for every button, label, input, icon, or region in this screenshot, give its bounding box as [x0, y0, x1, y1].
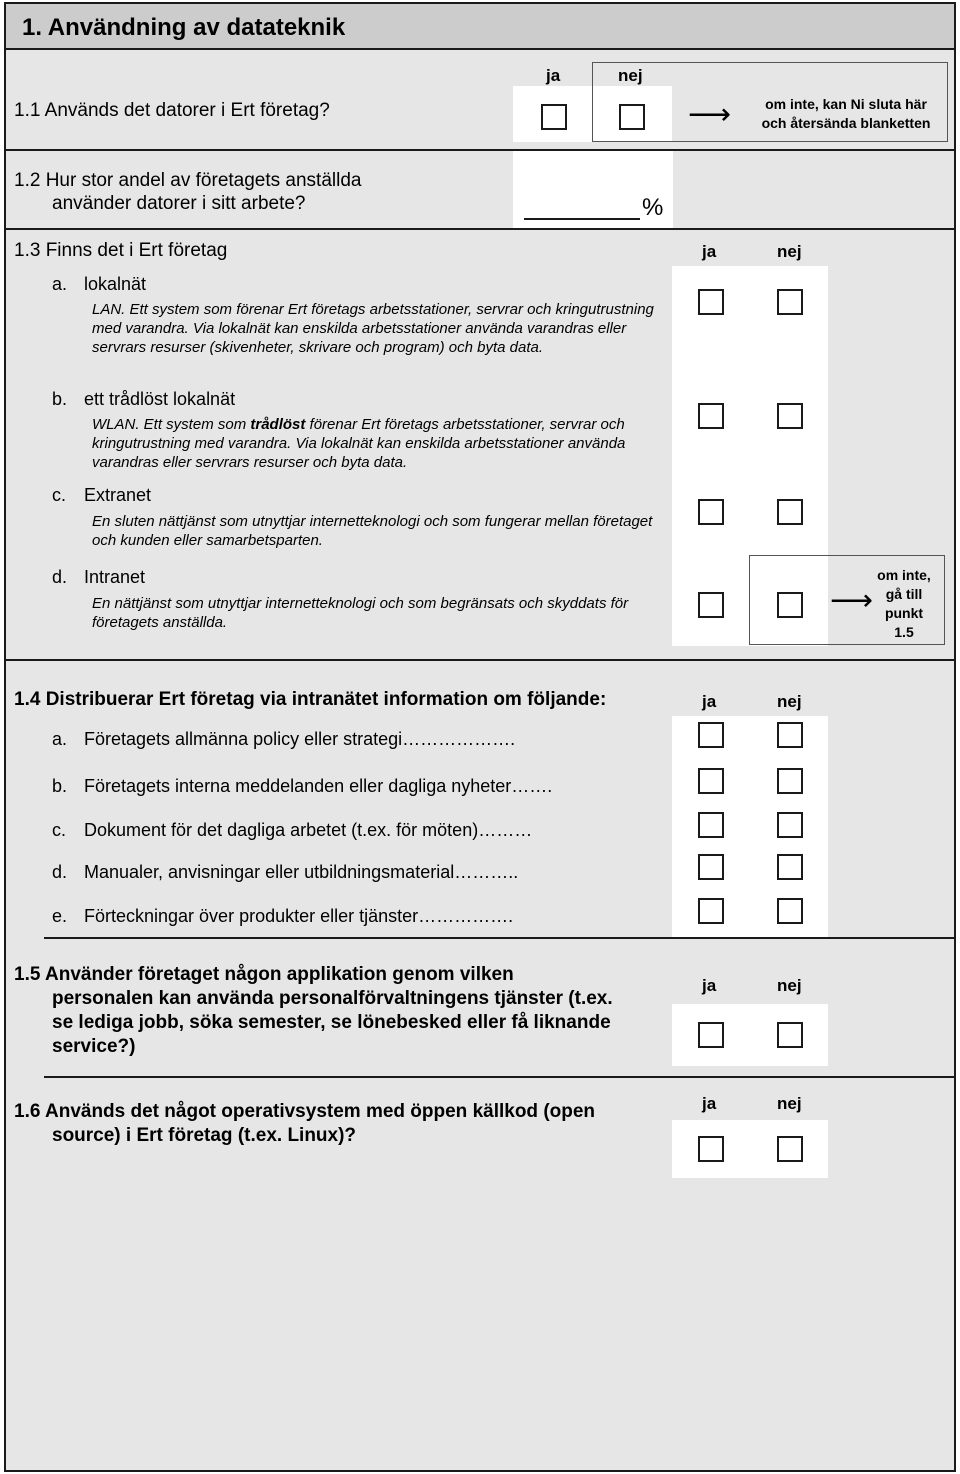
question-1-3: 1.3 Finns det i Ert företag — [14, 240, 228, 261]
item-letter: c. — [52, 485, 67, 505]
divider — [44, 1076, 954, 1078]
checkbox-1-3a-ja[interactable] — [698, 289, 724, 315]
question-1-5-line1: 1.5 Använder företaget någon applikation genom vilken — [14, 964, 514, 985]
checkbox-1-4a-ja[interactable] — [698, 722, 724, 748]
question-1-2-line2: använder datorer i sitt arbete? — [52, 193, 306, 214]
question-1-5-line3: se lediga jobb, söka semester, se lönebesked eller få liknande — [52, 1012, 611, 1033]
ja-label: ja — [702, 692, 717, 711]
question-1-1: 1.1 Används det datorer i Ert företag? — [14, 100, 330, 121]
checkbox-1-4a-nej[interactable] — [777, 722, 803, 748]
item-text: Företagets allmänna policy eller strategi………………. — [84, 729, 516, 749]
questionnaire-page — [4, 2, 956, 1472]
item-description — [92, 415, 672, 472]
item-description-start: WLAN. Ett system som — [92, 416, 251, 433]
item-text: Företagets interna meddelanden eller dagliga nyheter……. — [84, 776, 553, 796]
checkbox-1-6-ja[interactable] — [698, 1136, 724, 1162]
answer-column-1-4 — [672, 716, 828, 938]
divider — [6, 659, 954, 661]
item-description-emphasis: trådlöst — [250, 416, 306, 433]
skip-note-1-1 — [756, 95, 936, 133]
item-title: ett trådlöst lokalnät — [84, 389, 236, 409]
item-letter: c. — [52, 820, 67, 840]
question-1-4: 1.4 Distribuerar Ert företag via intranätet information om följande: — [14, 689, 607, 710]
divider — [6, 228, 954, 230]
percent-sign: % — [642, 194, 664, 221]
checkbox-1-5-ja[interactable] — [698, 1022, 724, 1048]
checkbox-1-3b-nej[interactable] — [777, 403, 803, 429]
item-description: En nättjänst som utnyttjar internetteknologi och som begränsats och skyddats för företagets anställda. — [92, 595, 629, 631]
checkbox-1-4b-ja[interactable] — [698, 768, 724, 794]
divider — [44, 937, 954, 939]
checkbox-1-6-nej[interactable] — [777, 1136, 803, 1162]
checkbox-1-3c-nej[interactable] — [777, 499, 803, 525]
checkbox-1-4c-nej[interactable] — [777, 812, 803, 838]
skip-note-1-3-line2: gå till — [885, 586, 923, 602]
checkbox-1-4b-nej[interactable] — [777, 768, 803, 794]
item-letter: a. — [52, 729, 68, 749]
item-title: Extranet — [84, 485, 152, 505]
checkbox-1-4d-ja[interactable] — [698, 854, 724, 880]
question-1-5-line4: service?) — [52, 1036, 136, 1057]
skip-note-1-3-line4: 1.5 — [894, 624, 914, 640]
item-letter: d. — [52, 862, 68, 882]
item-description: LAN. Ett system som förenar Ert företags arbetsstationer, servrar och kringutrustning med varandra. Via lokalnät kan enskilda arbetsstationer använda varandras eller servrars resurser (skivenheter, skrivare och program) och byta data. — [92, 301, 654, 356]
checkbox-1-5-nej[interactable] — [777, 1022, 803, 1048]
question-1-6-line2: source) i Ert företag (t.ex. Linux)? — [52, 1125, 357, 1146]
ja-label: ja — [546, 66, 561, 85]
question-1-6-line1: 1.6 Används det något operativsystem med öppen källkod (open — [14, 1101, 596, 1122]
item-letter: d. — [52, 567, 68, 587]
checkbox-1-4c-ja[interactable] — [698, 812, 724, 838]
item-description: En sluten nättjänst som utnyttjar internetteknologi och som fungerar mellan företaget och kunden eller samarbetsparten. — [92, 513, 653, 549]
skip-note-1-3-line1: om inte, — [877, 567, 931, 583]
nej-label: nej — [777, 976, 802, 995]
item-letter: e. — [52, 906, 68, 926]
item-title: Intranet — [84, 567, 146, 587]
checkbox-1-3b-ja[interactable] — [698, 403, 724, 429]
checkbox-1-3d-nej[interactable] — [777, 592, 803, 618]
item-description-end: förenar Ert företags arbetsstationer, servrar och kringutrustning med varandra. Via lokalnät kan enskilda arbetsstationer använda varandras eller servrars resurser och byta data. — [92, 416, 626, 471]
item-text: Dokument för det dagliga arbetet (t.ex. för möten)……… — [84, 820, 533, 840]
ja-label: ja — [702, 976, 717, 995]
percent-input[interactable] — [524, 218, 640, 220]
checkbox-1-4e-nej[interactable] — [777, 898, 803, 924]
question-1-2-line1: 1.2 Hur stor andel av företagets anställda — [14, 170, 362, 191]
nej-label: nej — [777, 242, 802, 261]
skip-note-1-1-line1: om inte, kan Ni sluta här — [765, 96, 927, 112]
arrow-right-icon: ⟶ — [830, 584, 874, 617]
skip-note-1-3-line3: punkt — [884, 605, 924, 621]
question-1-5-line2: personalen kan använda personalförvaltningens tjänster (t.ex. — [52, 988, 613, 1009]
answer-cell-1-6 — [672, 1120, 828, 1178]
skip-note-1-1-line2: och återsända blanketten — [761, 115, 931, 131]
answer-cell-1-5 — [672, 1004, 828, 1066]
checkbox-1-4d-nej[interactable] — [777, 854, 803, 880]
checkbox-1-1-nej[interactable] — [619, 104, 645, 130]
section-title: 1. Användning av datateknik — [22, 14, 346, 41]
item-text: Förteckningar över produkter eller tjänster……………. — [84, 906, 514, 926]
divider — [6, 149, 954, 151]
nej-label: nej — [618, 66, 643, 85]
nej-label: nej — [777, 692, 802, 711]
skip-note-1-3 — [866, 566, 942, 642]
ja-label: ja — [702, 242, 717, 261]
checkbox-1-3c-ja[interactable] — [698, 499, 724, 525]
checkbox-1-4e-ja[interactable] — [698, 898, 724, 924]
ja-label: ja — [702, 1094, 717, 1113]
item-letter: b. — [52, 776, 68, 796]
arrow-right-icon: ⟶ — [688, 98, 732, 131]
nej-label: nej — [777, 1094, 802, 1113]
section-header — [6, 4, 954, 50]
item-text: Manualer, anvisningar eller utbildningsmaterial……….. — [84, 862, 519, 882]
checkbox-1-3a-nej[interactable] — [777, 289, 803, 315]
item-letter: b. — [52, 389, 68, 409]
item-letter: a. — [52, 274, 68, 294]
item-title: lokalnät — [84, 274, 147, 294]
checkbox-1-1-ja[interactable] — [541, 104, 567, 130]
checkbox-1-3d-ja[interactable] — [698, 592, 724, 618]
